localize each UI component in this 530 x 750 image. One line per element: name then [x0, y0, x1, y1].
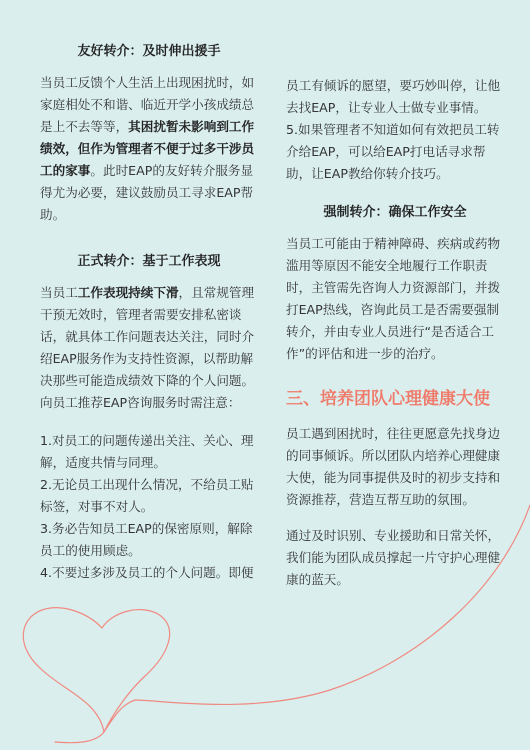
list-item: 5.如果管理者不知道如何有效把员工转介给EAP，可以给EAP打电话寻求帮助，让EAP教给你转介技巧。: [286, 122, 500, 181]
section-title-wellbeing-ambassador: 三、培养团队心理健康大使: [286, 389, 490, 409]
friendly-outro-text: 。此时EAP的友好转介服务显得尤为必要，建议鼓励员工寻求EAP帮助。: [40, 163, 254, 222]
paragraph-referral-note: 向员工推荐EAP咨询服务时需注意：: [40, 395, 241, 410]
paragraph-closing: 通过及时识别、专业援助和日常关怀，我们能为团队成员撑起一片守护心理健康的蓝天。: [286, 528, 501, 587]
formal-rest-text: ，且常规管理干预无效时，管理者需要安排私密谈话，就具体工作问题表达关注，同时介绍EAP服务作为支持性资源，以帮助解决那些可能造成绩效下降的个人问题。: [40, 285, 255, 388]
list-item: 1.对员工的问题传递出关注、关心、理解，适度共情与同理。: [40, 433, 254, 470]
friendly-intro-text: 当员工反馈个人生活上出现困扰时，如家庭相处不和谐、临近开学小孩成绩总是上不去等等，: [40, 75, 255, 134]
list-item: 2.无论员工出现什么情况，不给员工贴标签，对事不对人。: [40, 477, 254, 514]
left-column: [40, 42, 258, 584]
paragraph-friendly-referral: [40, 72, 258, 226]
friendly-bold-text: 其困扰暂未影响到工作绩效，但作为管理者不便于过多干涉员工的家事: [40, 119, 255, 178]
section-heading-mandatory-referral: 强制转介：确保工作安全: [323, 205, 467, 220]
paragraph-mandatory-referral: 当员工可能由于精神障碍、疾病或药物滥用等原因不能安全地履行工作职责时，主管需先咨询人力资源部门，并拨打EAP热线，咨询此员工是否需要强制转介，并由专业人员进行“是否适合工作”的评估和进一步的治疗。: [286, 236, 501, 361]
right-column: [286, 75, 504, 591]
paragraph-formal-referral: [40, 282, 258, 392]
section-heading-friendly-referral: 友好转介：及时伸出援手: [77, 44, 221, 59]
referral-tips-list: [40, 430, 258, 584]
formal-bold-text: 工作表现持续下滑: [77, 285, 179, 300]
paragraph-ambassador: 员工遇到困扰时，往往更愿意先找身边的同事倾诉。所以团队内培养心理健康大使，能为同事提供及时的初步支持和资源推荐，营造互帮互助的氛围。: [286, 426, 501, 507]
paragraph-continued: 员工有倾诉的愿望，要巧妙叫停，让他去找EAP，让专业人士做专业事情。: [286, 78, 501, 115]
list-item: 4.不要过多涉及员工的个人问题。即便: [40, 565, 254, 580]
list-item: 3.务必告知员工EAP的保密原则，解除员工的使用顾虑。: [40, 521, 253, 558]
section-heading-formal-referral: 正式转介：基于工作表现: [77, 254, 221, 269]
formal-lead-text: 当员工: [40, 285, 78, 300]
